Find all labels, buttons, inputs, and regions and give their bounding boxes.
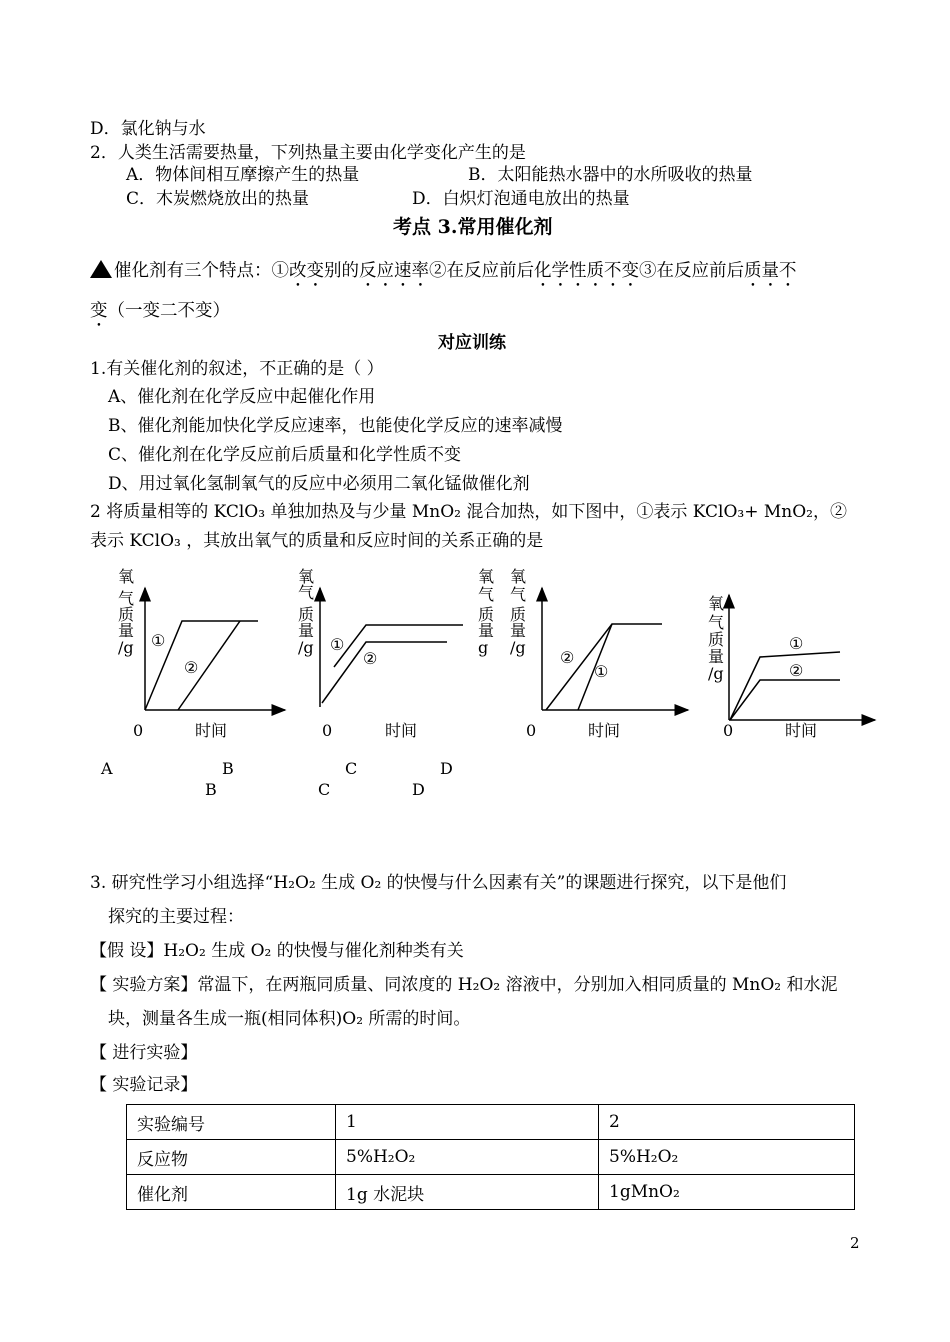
graph-d-ylabel-1: 氧 — [708, 594, 725, 613]
table-cell: 1gMnO₂ — [599, 1175, 855, 1210]
table-cell: 5%H₂O₂ — [599, 1140, 855, 1175]
graph-c-ylabel-1: 氧 — [478, 567, 495, 586]
graph-c-mark-2: ② — [560, 648, 575, 667]
q2b-line2: 表示 KClO₃ ，其放出氧气的质量和反应时间的关系正确的是 — [90, 531, 544, 551]
graph-c-ylabel-2: 气 — [478, 585, 495, 604]
graph-d-ylabel-5: /g — [708, 664, 724, 683]
q3-plan: 【 实验方案】常温下，在两瓶同质量、同浓度的 H₂O₂ 溶液中，分别加入相同质量的 MnO₂ 和水泥 — [90, 975, 838, 995]
graph-b — [298, 567, 463, 740]
table-cell: 1g 水泥块 — [336, 1175, 599, 1210]
table-row — [127, 1175, 855, 1210]
table-cell: 5%H₂O₂ — [336, 1140, 599, 1175]
graph-a-xlabel: 时间 — [195, 721, 228, 740]
graph-c-ylabel2-2: 气 — [510, 585, 527, 604]
table-cell: 反应物 — [127, 1140, 336, 1175]
question-2-option-c: C．木炭燃烧放出的热量 — [126, 189, 310, 209]
question-2-option-d: D．白炽灯泡通电放出的热量 — [412, 189, 630, 209]
graph-a-ylabel-4: 量 — [118, 621, 135, 640]
page-number: 2 — [850, 1234, 860, 1252]
table-cell: 2 — [599, 1105, 855, 1140]
option-row2-b: B — [205, 780, 217, 799]
graph-b-mark-2: ② — [363, 649, 378, 668]
training-title: 对应训练 — [438, 333, 506, 353]
q1-option-b: B、催化剂能加快化学反应速率，也能使化学反应的速率减慢 — [108, 416, 563, 436]
option-row1-c: C — [345, 759, 358, 778]
option-row1-d: D — [440, 759, 453, 778]
graph-c-ylabel2-3: 质 — [510, 605, 527, 624]
graph-c-mark-1: ① — [594, 662, 609, 681]
graph-a-origin: 0 — [133, 721, 144, 740]
graph-d-ylabel-4: 量 — [708, 647, 725, 666]
graph-a-ylabel-5: /g — [118, 638, 134, 657]
q1-option-d: D、用过氧化氢制氧气的反应中必须用二氧化锰做催化剂 — [108, 474, 530, 494]
graph-b-ylabel-4: 量 — [298, 621, 315, 640]
q3-line1: 3. 研究性学习小组选择“H₂O₂ 生成 O₂ 的快慢与什么因素有关”的课题进行探究，以下是他们 — [90, 873, 787, 893]
q1-stem: 1.有关催化剂的叙述，不正确的是（ ） — [90, 359, 384, 379]
q3-plan-cont: 块，测量各生成一瓶(相同体积)O₂ 所需的时间。 — [108, 1009, 471, 1029]
option-row1-b: B — [222, 759, 234, 778]
graph-a-mark-2: ② — [184, 658, 199, 677]
graph-a-ylabel-2: 气 — [118, 589, 135, 608]
graph-c-ylabel-4: 量 — [478, 621, 495, 640]
table-row — [127, 1105, 855, 1140]
graph-a-mark-1: ① — [151, 631, 166, 650]
graph-b-origin: 0 — [322, 721, 333, 740]
q3-line2: 探究的主要过程： — [108, 907, 244, 927]
catalyst-note-cont: 变（一变二不变） — [90, 301, 230, 321]
question-2-option-b: B．太阳能热水器中的水所吸收的热量 — [468, 165, 753, 185]
table-row — [127, 1140, 855, 1175]
graph-d — [708, 594, 875, 740]
table-cell: 实验编号 — [127, 1105, 336, 1140]
graph-b-ylabel-5: /g — [298, 638, 314, 657]
graph-b-mark-1: ① — [330, 635, 345, 654]
table-cell: 催化剂 — [127, 1175, 336, 1210]
graph-c — [478, 567, 688, 740]
graph-d-xlabel: 时间 — [785, 721, 818, 740]
oxygen-graphs — [0, 560, 950, 810]
q3-do-label: 【 进行实验】 — [90, 1043, 198, 1063]
q3-record-label: 【 实验记录】 — [90, 1075, 198, 1095]
option-row1-a: A — [101, 759, 113, 778]
graph-a-ylabel-1: 氧 — [118, 567, 135, 586]
record-table — [126, 1104, 855, 1210]
graph-a — [118, 567, 285, 740]
triangle-icon — [90, 260, 112, 278]
graph-d-origin: 0 — [723, 721, 734, 740]
question-2-option-a: A．物体间相互摩擦产生的热量 — [126, 165, 360, 185]
graph-c-xlabel: 时间 — [588, 721, 621, 740]
graph-c-ylabel2-4: 量 — [510, 621, 527, 640]
graph-c-ylabel2-5: /g — [510, 638, 526, 657]
graph-c-ylabel-5: g — [478, 638, 489, 657]
graph-c-ylabel2-1: 氧 — [510, 567, 527, 586]
graph-b-ylabel-3: 质 — [298, 605, 315, 624]
section-title: 考点 3.常用催化剂 — [393, 216, 553, 238]
graph-c-ylabel-3: 质 — [478, 605, 495, 624]
q1-option-a: A、催化剂在化学反应中起催化作用 — [108, 387, 376, 407]
option-row2-d: D — [412, 780, 425, 799]
q2b-line1: 2 将质量相等的 KClO₃ 单独加热及与少量 MnO₂ 混合加热，如下图中，①表示 KClO₃+ MnO₂，② — [90, 502, 847, 522]
graph-d-ylabel-3: 质 — [708, 630, 725, 649]
q1-option-c: C、催化剂在化学反应前后质量和化学性质不变 — [108, 445, 462, 465]
question-2-stem: 2．人类生活需要热量，下列热量主要由化学变化产生的是 — [90, 143, 526, 163]
graph-d-mark-1: ① — [789, 634, 804, 653]
graph-b-ylabel-2: 气 — [298, 583, 315, 602]
graph-b-xlabel: 时间 — [385, 721, 418, 740]
catalyst-note: 催化剂有三个特点：①改变别的反应速率②在反应前后化学性质不变③在反应前后质量不 — [90, 260, 797, 291]
graph-d-ylabel-2: 气 — [708, 613, 725, 632]
q3-hypothesis: 【假 设】H₂O₂ 生成 O₂ 的快慢与催化剂种类有关 — [90, 941, 464, 961]
option-row2-c: C — [318, 780, 331, 799]
table-cell: 1 — [336, 1105, 599, 1140]
graph-a-ylabel-3: 质 — [118, 605, 135, 624]
option-d-line: D．氯化钠与水 — [90, 119, 206, 139]
graph-c-origin: 0 — [526, 721, 537, 740]
graph-d-mark-2: ② — [789, 661, 804, 680]
graph-b-ylabel-1: 氧 — [298, 567, 315, 586]
